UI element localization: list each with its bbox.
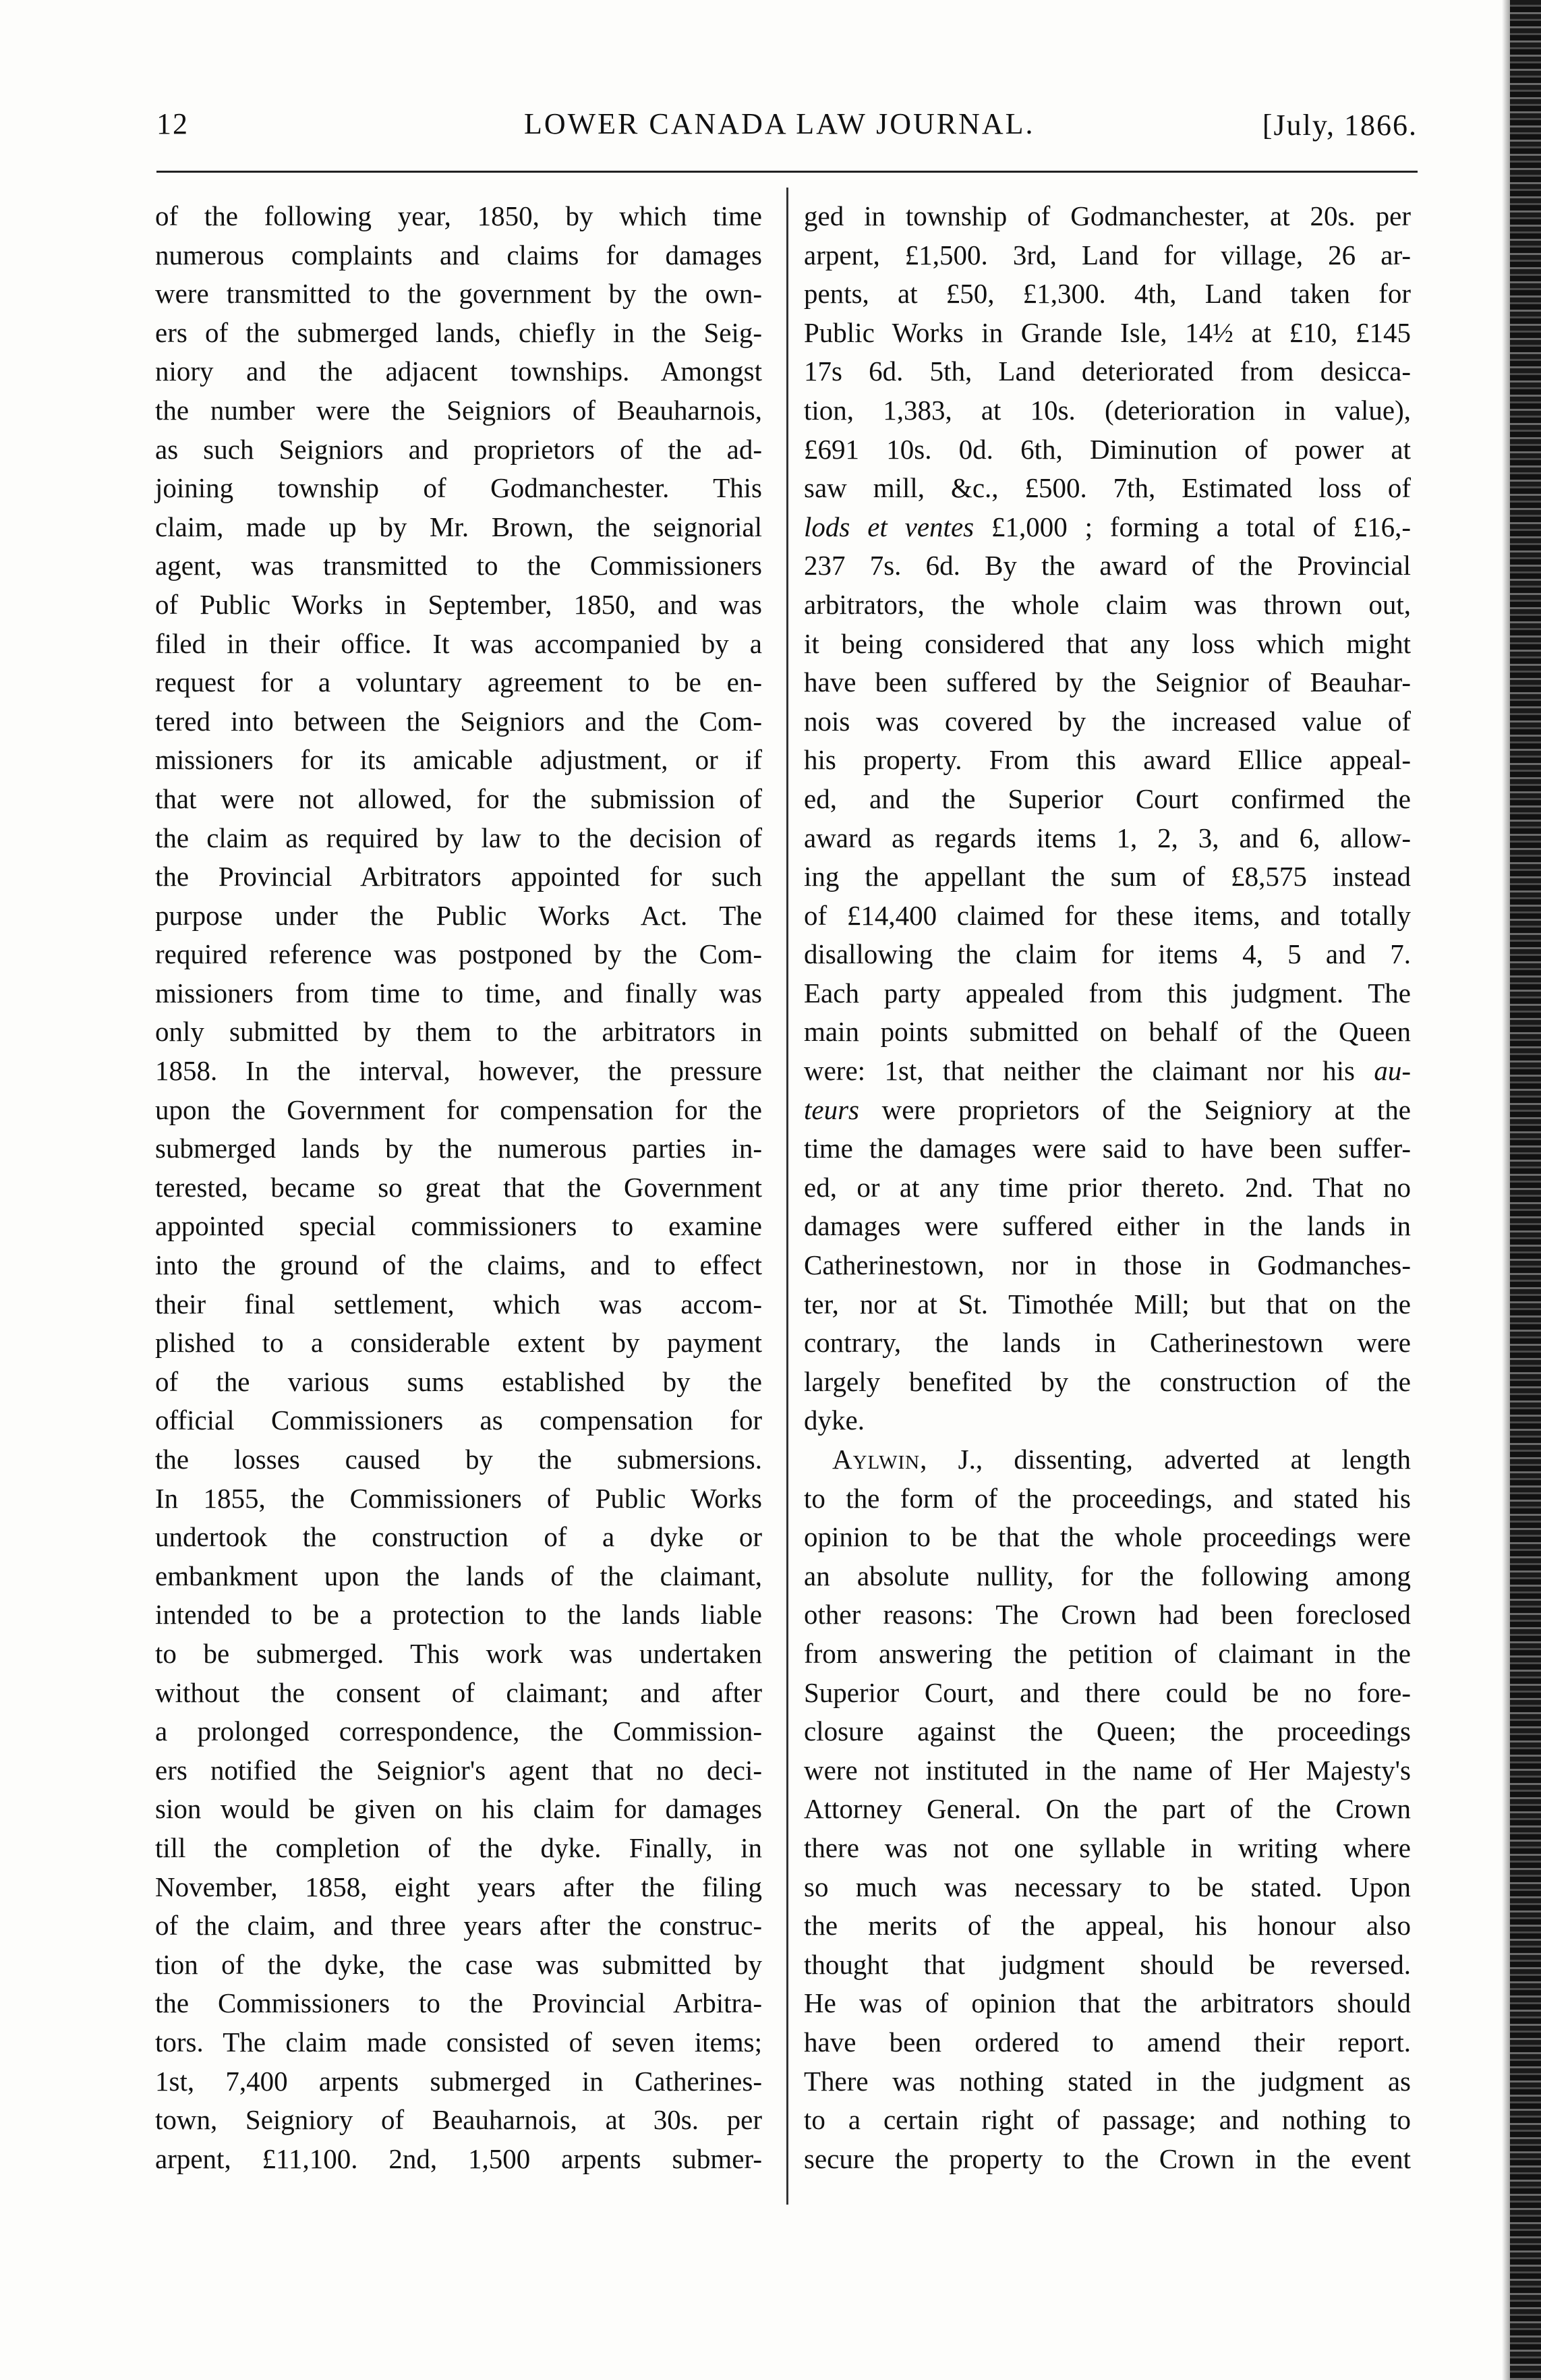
left-column-line: as such Seigniors and proprietors of the ad-	[155, 433, 762, 465]
right-column-line: £691 10s. 0d. 6th, Diminution of power at	[804, 433, 1411, 465]
left-column-line: the number were the Seigniors of Beauharnois,	[155, 394, 762, 426]
right-column-line: to a certain right of passage; and nothing to	[804, 2104, 1411, 2136]
right-column-line: 17s 6d. 5th, Land deteriorated from desicca-	[804, 356, 1411, 387]
left-column-line: embankment upon the lands of the claimant,	[155, 1560, 762, 1591]
left-column-line: to be submerged. This work was undertaken	[155, 1637, 762, 1669]
left-column-line: their final settlement, which was accom-	[155, 1288, 762, 1320]
left-column-line: intended to be a protection to the lands liable	[155, 1599, 762, 1631]
left-column-line: without the consent of claimant; and after	[155, 1676, 762, 1708]
right-column-line: Public Works in Grande Isle, 14½ at £10, £145	[804, 316, 1411, 348]
left-column-line: terested, became so great that the Government	[155, 1171, 762, 1203]
right-column-line: contrary, the lands in Catherinestown were	[804, 1327, 1411, 1359]
right-column-line: Catherinestown, nor in those in Godmanches-	[804, 1249, 1411, 1281]
right-column-line: of £14,400 claimed for these items, and totally	[804, 899, 1411, 931]
right-column-line: disallowing the claim for items 4, 5 and 7.	[804, 938, 1411, 970]
right-column-line: ing the appellant the sum of £8,575 instead	[804, 861, 1411, 893]
left-column-line: required reference was postponed by the Com-	[155, 938, 762, 970]
left-column-line: niory and the adjacent townships. Amongst	[155, 356, 762, 387]
left-column-line: undertook the construction of a dyke or	[155, 1521, 762, 1553]
header-rule	[156, 171, 1418, 173]
left-column-line: of Public Works in September, 1850, and was	[155, 588, 762, 620]
left-column-line: request for a voluntary agreement to be en-	[155, 667, 762, 698]
right-column-line: damages were suffered either in the lands in	[804, 1210, 1411, 1242]
left-column-line: of the claim, and three years after the construc-	[155, 1910, 762, 1942]
page-number: 12	[156, 107, 189, 140]
right-column-line: Aylwin, J., dissenting, adverted at length	[832, 1444, 1411, 1475]
right-column-line: ter, nor at St. Timothée Mill; but that on the	[804, 1288, 1411, 1320]
left-column-line: of the following year, 1850, by which time	[155, 200, 762, 231]
binding-edge	[1510, 0, 1541, 2380]
right-column-line: ged in township of Godmanchester, at 20s. per	[804, 200, 1411, 231]
left-column-line: the claim as required by law to the decision of	[155, 822, 762, 853]
right-column-line: Each party appealed from this judgment. The	[804, 977, 1411, 1009]
left-column-line: were transmitted to the government by the own-	[155, 278, 762, 310]
left-column-line: submerged lands by the numerous parties in-	[155, 1133, 762, 1164]
left-column-line: only submitted by them to the arbitrators in	[155, 1016, 762, 1048]
page-header	[156, 107, 1418, 161]
right-column-line: teurs were proprietors of the Seigniory at the	[804, 1094, 1411, 1125]
right-column-line: nois was covered by the increased value of	[804, 705, 1411, 737]
left-column-line: November, 1858, eight years after the filing	[155, 1871, 762, 1902]
left-column-line: official Commissioners as compensation for	[155, 1405, 762, 1436]
journal-title: LOWER CANADA LAW JOURNAL.	[524, 107, 1035, 140]
right-column-line: ed, and the Superior Court confirmed the	[804, 783, 1411, 814]
left-column-line: numerous complaints and claims for damages	[155, 239, 762, 271]
issue-date: [July, 1866.	[1262, 109, 1418, 142]
right-column-line: closure against the Queen; the proceedings	[804, 1716, 1411, 1747]
right-column-line: pents, at £50, £1,300. 4th, Land taken for	[804, 278, 1411, 310]
right-column-line: secure the property to the Crown in the event	[804, 2143, 1411, 2174]
column-divider	[786, 188, 788, 2205]
right-column-line: it being considered that any loss which might	[804, 627, 1411, 659]
left-column-line: sion would be given on his claim for damages	[155, 1793, 762, 1825]
left-column-line: 1st, 7,400 arpents submerged in Catherines-	[155, 2065, 762, 2097]
right-column-line: tion, 1,383, at 10s. (deterioration in value),	[804, 394, 1411, 426]
left-column-line: claim, made up by Mr. Brown, the seignorial	[155, 511, 762, 542]
left-column-line: joining township of Godmanchester. This	[155, 472, 762, 504]
left-column-line: a prolonged correspondence, the Commission-	[155, 1716, 762, 1747]
right-column-line: have been suffered by the Seignior of Beauhar-	[804, 667, 1411, 698]
left-column-line: 1858. In the interval, however, the pressure	[155, 1055, 762, 1087]
left-column-line: upon the Government for compensation for the	[155, 1094, 762, 1125]
right-column-line: dyke.	[804, 1405, 865, 1436]
left-column-line: the Provincial Arbitrators appointed for such	[155, 861, 762, 893]
left-column-line: tors. The claim made consisted of seven items;	[155, 2026, 762, 2058]
left-column-line: missioners from time to time, and finally was	[155, 977, 762, 1009]
left-column-line: into the ground of the claims, and to effect	[155, 1249, 762, 1281]
right-column-line: thought that judgment should be reversed.	[804, 1948, 1411, 1980]
left-column-line: appointed special commissioners to examine	[155, 1210, 762, 1242]
left-column-line: town, Seigniory of Beauharnois, at 30s. per	[155, 2104, 762, 2136]
right-column-line: opinion to be that the whole proceedings were	[804, 1521, 1411, 1553]
right-column-line: the merits of the appeal, his honour also	[804, 1910, 1411, 1942]
right-column-line: lods et ventes £1,000 ; forming a total of £16,-	[804, 511, 1411, 542]
right-column-line: an absolute nullity, for the following among	[804, 1560, 1411, 1591]
left-column-line: purpose under the Public Works Act. The	[155, 899, 762, 931]
right-column	[804, 197, 1411, 2178]
left-column-line: the Commissioners to the Provincial Arbitra-	[155, 1987, 762, 2019]
left-column-line: ers notified the Seignior's agent that no deci-	[155, 1754, 762, 1786]
left-column-line: arpent, £11,100. 2nd, 1,500 arpents submer-	[155, 2143, 762, 2174]
left-column-line: In 1855, the Commissioners of Public Works	[155, 1482, 762, 1514]
left-column-line: missioners for its amicable adjustment, or if	[155, 744, 762, 776]
left-column-line: tered into between the Seigniors and the Com-	[155, 705, 762, 737]
right-column-line: Attorney General. On the part of the Crown	[804, 1793, 1411, 1825]
right-column-line: main points submitted on behalf of the Queen	[804, 1016, 1411, 1048]
left-column-line: plished to a considerable extent by payment	[155, 1327, 762, 1359]
left-column-line: that were not allowed, for the submission of	[155, 783, 762, 814]
right-column-line: from answering the petition of claimant in the	[804, 1637, 1411, 1669]
left-column-line: the losses caused by the submersions.	[155, 1444, 762, 1475]
left-column-line: till the completion of the dyke. Finally, in	[155, 1832, 762, 1863]
right-column-line: award as regards items 1, 2, 3, and 6, allow-	[804, 822, 1411, 853]
right-column-line: there was not one syllable in writing where	[804, 1832, 1411, 1863]
right-column-line: his property. From this award Ellice appeal-	[804, 744, 1411, 776]
right-column-line: arpent, £1,500. 3rd, Land for village, 26 ar-	[804, 239, 1411, 271]
right-column-line: ed, or at any time prior thereto. 2nd. That no	[804, 1171, 1411, 1203]
left-column-line: agent, was transmitted to the Commissioners	[155, 550, 762, 582]
judge-name: Aylwin	[832, 1444, 921, 1475]
left-column	[155, 197, 762, 2178]
right-column-line: other reasons: The Crown had been foreclosed	[804, 1599, 1411, 1631]
right-column-line: arbitrators, the whole claim was thrown out,	[804, 588, 1411, 620]
left-column-line: ers of the submerged lands, chiefly in the Seig-	[155, 316, 762, 348]
right-column-line: He was of opinion that the arbitrators should	[804, 1987, 1411, 2019]
right-column-line: to the form of the proceedings, and stated his	[804, 1482, 1411, 1514]
left-column-line: of the various sums established by the	[155, 1365, 762, 1397]
right-column-line: were: 1st, that neither the claimant nor his au-	[804, 1055, 1411, 1087]
right-column-line: Superior Court, and there could be no fore-	[804, 1676, 1411, 1708]
left-column-line: tion of the dyke, the case was submitted by	[155, 1948, 762, 1980]
right-column-line: largely benefited by the construction of the	[804, 1365, 1411, 1397]
left-column-line: filed in their office. It was accompanied by a	[155, 627, 762, 659]
right-column-line: so much was necessary to be stated. Upon	[804, 1871, 1411, 1902]
right-column-line: 237 7s. 6d. By the award of the Provincial	[804, 550, 1411, 582]
right-column-line: time the damages were said to have been suffer-	[804, 1133, 1411, 1164]
right-column-line: There was nothing stated in the judgment as	[804, 2065, 1411, 2097]
right-column-line: have been ordered to amend their report.	[804, 2026, 1411, 2058]
right-column-line: saw mill, &c., £500. 7th, Estimated loss of	[804, 472, 1411, 504]
right-column-line: were not instituted in the name of Her Majesty's	[804, 1754, 1411, 1786]
